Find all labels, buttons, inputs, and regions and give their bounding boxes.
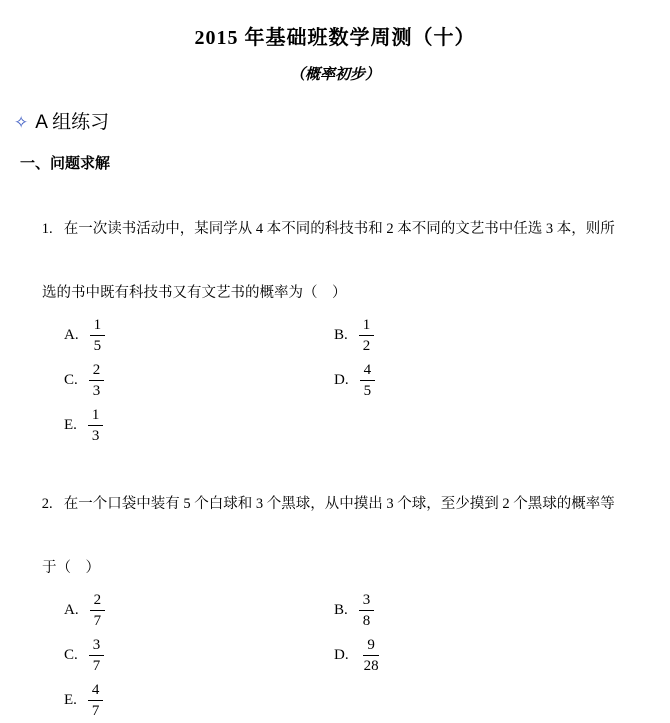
fraction-denominator: 5: [363, 383, 372, 400]
fraction-denominator: 3: [91, 428, 100, 445]
fraction: [359, 316, 375, 357]
question-1-options: [0, 313, 670, 448]
option-row: [64, 403, 670, 448]
option-label: E.: [64, 692, 77, 709]
page-subtitle: （概率初步）: [289, 67, 380, 84]
question-1-number: 1.: [41, 221, 53, 238]
fraction-denominator: 7: [92, 658, 101, 675]
question-2-options: [0, 588, 670, 723]
fraction-denominator: 5: [93, 338, 102, 355]
fraction-numerator: 1: [359, 316, 375, 337]
option-label: B.: [334, 327, 348, 344]
page-title: 2015 年基础班数学周测（十）: [194, 27, 476, 50]
option-label: C.: [64, 647, 78, 664]
question-2-option-d: [334, 636, 383, 677]
fraction-numerator: 4: [88, 681, 104, 702]
question-2: [0, 456, 670, 723]
fraction-numerator: 2: [89, 361, 105, 382]
question-1-option-b: [334, 316, 374, 357]
option-label: A.: [64, 327, 79, 344]
fraction-numerator: 1: [88, 406, 104, 427]
question-2-option-b: [334, 591, 374, 632]
question-1-option-a: [64, 316, 334, 357]
question-1-option-e: [64, 406, 334, 447]
option-row: [64, 588, 670, 633]
fraction-numerator: 9: [363, 636, 379, 657]
option-label: A.: [64, 602, 79, 619]
option-label: C.: [64, 372, 78, 389]
fraction: [359, 591, 375, 632]
fraction-denominator: 7: [93, 613, 102, 630]
question-2-option-c: [64, 636, 334, 677]
question-2-line-2: 于（ ）: [42, 560, 100, 577]
question-2-option-a: [64, 591, 334, 632]
question-1-option-d: [334, 361, 375, 402]
fraction-denominator: 2: [362, 338, 371, 355]
question-1-text: 在一次读书活动中，某同学从 4 本不同的科技书和 2 本不同的文艺书中任选 3 本，则所: [63, 221, 615, 238]
option-row: [64, 678, 670, 723]
question-2-number: 2.: [41, 496, 53, 513]
option-row: [64, 313, 670, 358]
question-1-line-2: 选的书中既有科技书又有文艺书的概率为（ ）: [42, 285, 347, 302]
fraction: [90, 591, 106, 632]
fraction-denominator: 8: [362, 613, 371, 630]
fraction-denominator: 3: [92, 383, 101, 400]
fraction-numerator: 2: [90, 591, 106, 612]
fraction: [88, 681, 104, 722]
option-label: B.: [334, 602, 348, 619]
four-pointed-star-icon: ✧: [14, 113, 29, 133]
fraction-numerator: 3: [89, 636, 105, 657]
question-1-option-c: [64, 361, 334, 402]
option-row: [64, 633, 670, 678]
fraction: [88, 406, 104, 447]
section-heading: [14, 111, 670, 135]
option-row: [64, 358, 670, 403]
section-heading-label: A 组练习: [35, 112, 110, 134]
fraction-numerator: 3: [359, 591, 375, 612]
question-2-text: 在一个口袋中装有 5 个白球和 3 个黑球，从中摸出 3 个球，至少摸到 2 个黑球的概率等: [63, 496, 615, 513]
fraction: [89, 361, 105, 402]
fraction-denominator: 28: [363, 658, 379, 675]
option-label: D.: [334, 372, 349, 389]
subsection-heading: 一、问题求解: [20, 156, 111, 173]
option-label: E.: [64, 417, 77, 434]
question-1-line-1: [0, 181, 670, 277]
fraction: [89, 636, 105, 677]
question-2-option-e: [64, 681, 334, 722]
question-1: [0, 181, 670, 448]
fraction: [360, 636, 383, 677]
fraction: [360, 361, 376, 402]
question-2-line-1: [0, 456, 670, 552]
fraction-numerator: 4: [360, 361, 376, 382]
option-label: D.: [334, 647, 349, 664]
fraction-denominator: 7: [91, 703, 100, 720]
fraction-numerator: 1: [90, 316, 106, 337]
fraction: [90, 316, 106, 357]
